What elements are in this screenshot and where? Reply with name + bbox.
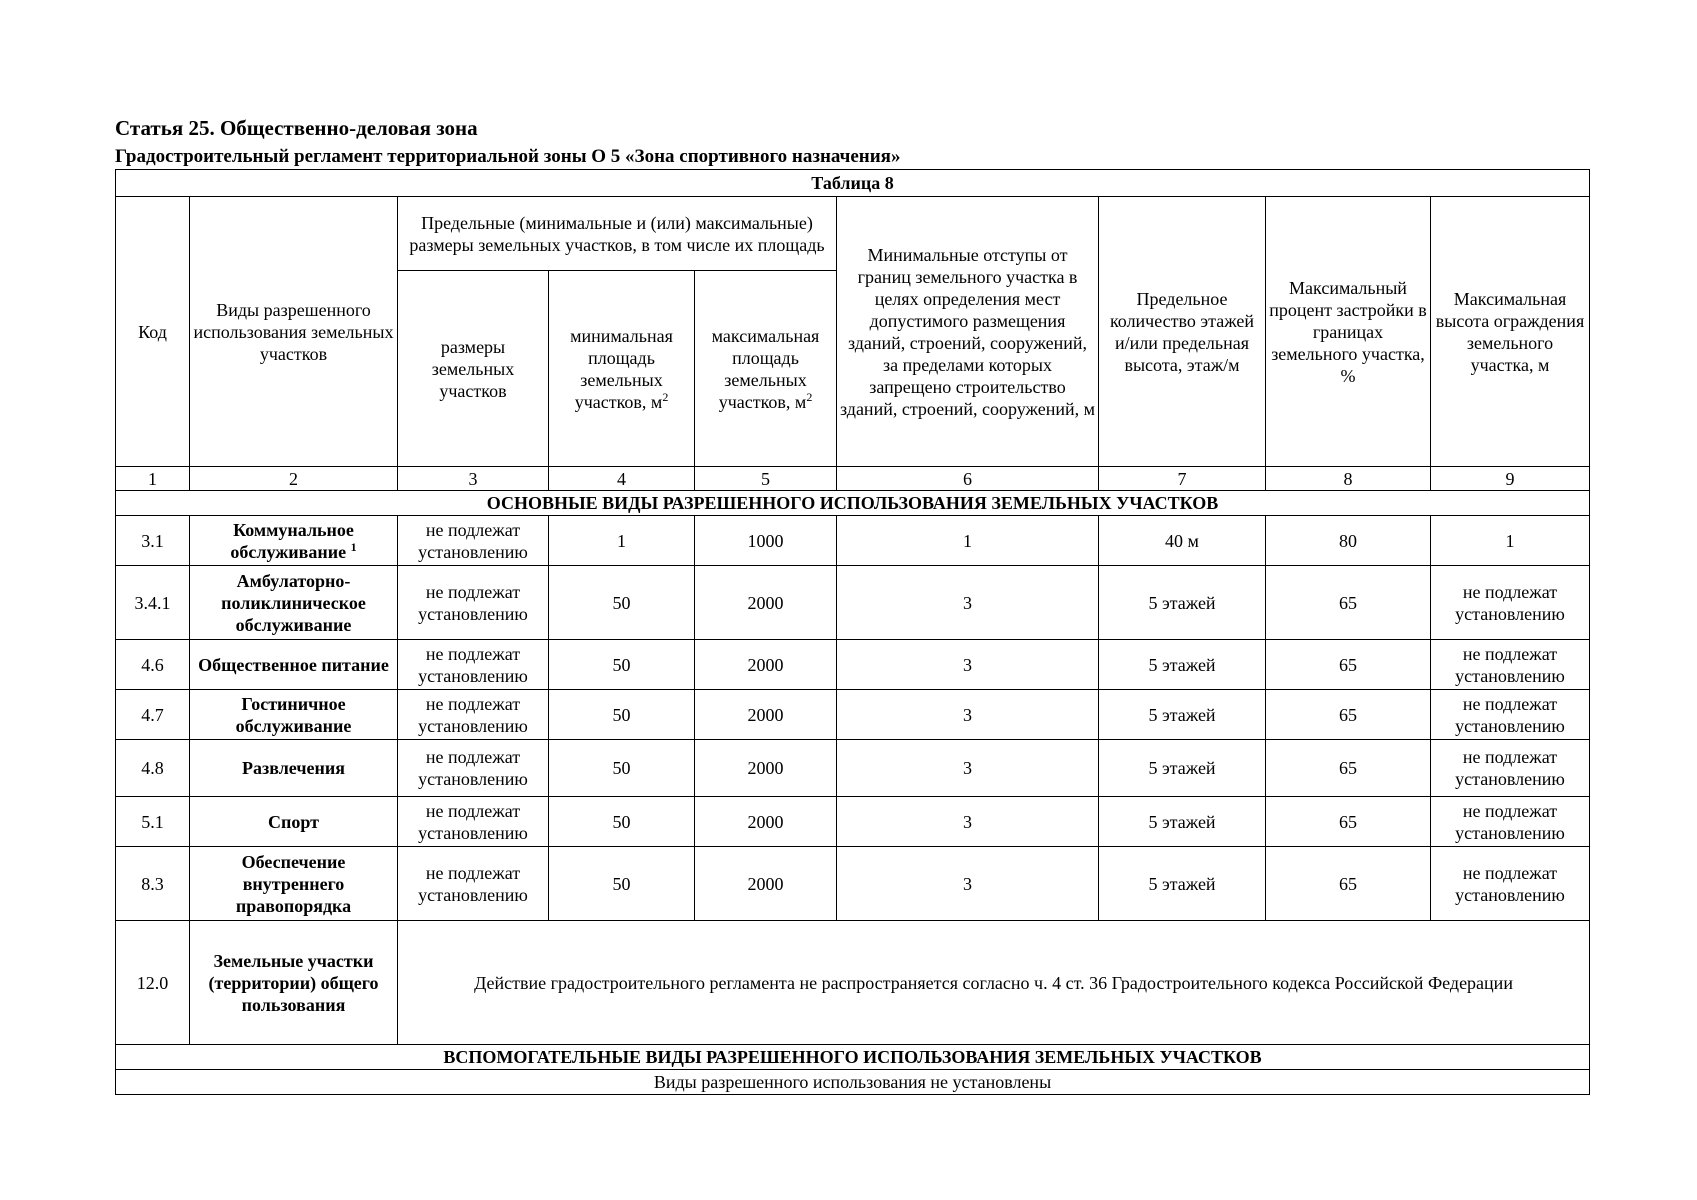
row-setback: 3 bbox=[837, 690, 1099, 740]
header-floors: Предельное количество этажей и/или предельная высота, этаж/м bbox=[1099, 197, 1266, 467]
row-coverage: 65 bbox=[1266, 797, 1431, 847]
header-row-1 bbox=[116, 197, 1590, 271]
row-setback: 3 bbox=[837, 847, 1099, 921]
regulation-not-applicable-note: Действие градостроительного регламента не распространяется согласно ч. 4 ст. 36 Градостроительного кодекса Российской Федерации bbox=[398, 921, 1590, 1045]
row-floors: 40 м bbox=[1099, 516, 1266, 566]
row-min-area: 50 bbox=[549, 566, 695, 640]
header-min-area bbox=[549, 271, 695, 467]
row-max-area: 2000 bbox=[695, 690, 837, 740]
header-min-area-text: минимальная площадь земельных участков, м bbox=[570, 325, 673, 412]
article-title: Статья 25. Общественно-деловая зона bbox=[115, 116, 478, 140]
row-code: 4.7 bbox=[116, 690, 190, 740]
row-plot-sizes: не подлежат установлению bbox=[398, 740, 549, 797]
row-setback: 3 bbox=[837, 797, 1099, 847]
row-usage-name: Развлечения bbox=[190, 740, 398, 797]
row-fence: не подлежат установлению bbox=[1431, 797, 1590, 847]
column-number: 2 bbox=[190, 467, 398, 491]
column-number: 5 bbox=[695, 467, 837, 491]
column-number: 6 bbox=[837, 467, 1099, 491]
table-row bbox=[116, 516, 1590, 566]
aux-note-row bbox=[116, 1070, 1590, 1095]
row-floors: 5 этажей bbox=[1099, 847, 1266, 921]
row-min-area: 50 bbox=[549, 797, 695, 847]
header-max-area-text: максимальная площадь земельных участков, м bbox=[711, 325, 820, 412]
row-code: 3.1 bbox=[116, 516, 190, 566]
column-number: 1 bbox=[116, 467, 190, 491]
aux-note: Виды разрешенного использования не установлены bbox=[116, 1070, 1590, 1095]
table-row-12-0 bbox=[116, 921, 1590, 1045]
row-fence: 1 bbox=[1431, 516, 1590, 566]
row-max-area: 2000 bbox=[695, 740, 837, 797]
row-fence: не подлежат установлению bbox=[1431, 566, 1590, 640]
row-max-area: 2000 bbox=[695, 566, 837, 640]
row-plot-sizes: не подлежат установлению bbox=[398, 566, 549, 640]
row-setback: 3 bbox=[837, 640, 1099, 690]
header-code: Код bbox=[116, 197, 190, 467]
row-floors: 5 этажей bbox=[1099, 640, 1266, 690]
footnote-marker: 1 bbox=[350, 539, 357, 554]
header-setbacks: Минимальные отступы от границ земельного участка в целях определения мест допустимого размещения зданий, строений, сооружений, за пределами которых запрещено строительство зданий, строений, сооружений, м bbox=[837, 197, 1099, 467]
row-setback: 1 bbox=[837, 516, 1099, 566]
row-floors: 5 этажей bbox=[1099, 740, 1266, 797]
table-number: Таблица 8 bbox=[116, 170, 1590, 197]
header-fence-height: Максимальная высота ограждения земельного участка, м bbox=[1431, 197, 1590, 467]
row-plot-sizes: не подлежат установлению bbox=[398, 797, 549, 847]
header-plot-sizes: размеры земельных участков bbox=[398, 271, 549, 467]
table-row bbox=[116, 797, 1590, 847]
main-section-title: ОСНОВНЫЕ ВИДЫ РАЗРЕШЕННОГО ИСПОЛЬЗОВАНИЯ ЗЕМЕЛЬНЫХ УЧАСТКОВ bbox=[116, 491, 1590, 516]
table-row bbox=[116, 740, 1590, 797]
table-row bbox=[116, 566, 1590, 640]
row-coverage: 65 bbox=[1266, 740, 1431, 797]
row-coverage: 65 bbox=[1266, 847, 1431, 921]
row-usage-name: Земельные участки (территории) общего пользования bbox=[190, 921, 398, 1045]
row-usage-name-text: Коммунальное обслуживание bbox=[230, 519, 354, 562]
aux-section-title: ВСПОМОГАТЕЛЬНЫЕ ВИДЫ РАЗРЕШЕННОГО ИСПОЛЬЗОВАНИЯ ЗЕМЕЛЬНЫХ УЧАСТКОВ bbox=[116, 1045, 1590, 1070]
table-row bbox=[116, 640, 1590, 690]
row-code: 8.3 bbox=[116, 847, 190, 921]
column-number-row bbox=[116, 467, 1590, 491]
row-plot-sizes: не подлежат установлению bbox=[398, 847, 549, 921]
row-plot-sizes: не подлежат установлению bbox=[398, 516, 549, 566]
row-usage-name: Спорт bbox=[190, 797, 398, 847]
row-usage-name: Обеспечение внутреннего правопорядка bbox=[190, 847, 398, 921]
table-row bbox=[116, 847, 1590, 921]
row-min-area: 50 bbox=[549, 690, 695, 740]
row-code: 5.1 bbox=[116, 797, 190, 847]
row-fence: не подлежат установлению bbox=[1431, 690, 1590, 740]
header-plot-limits: Предельные (минимальные и (или) максимальные) размеры земельных участков, в том числе их площадь bbox=[398, 197, 837, 271]
row-usage-name: Общественное питание bbox=[190, 640, 398, 690]
row-setback: 3 bbox=[837, 740, 1099, 797]
row-plot-sizes: не подлежат установлению bbox=[398, 640, 549, 690]
row-code: 4.8 bbox=[116, 740, 190, 797]
row-max-area: 1000 bbox=[695, 516, 837, 566]
row-fence: не подлежат установлению bbox=[1431, 740, 1590, 797]
header-min-area-sup: 2 bbox=[662, 389, 669, 404]
row-coverage: 65 bbox=[1266, 566, 1431, 640]
column-number: 4 bbox=[549, 467, 695, 491]
row-min-area: 1 bbox=[549, 516, 695, 566]
row-floors: 5 этажей bbox=[1099, 690, 1266, 740]
header-coverage: Максимальный процент застройки в границах земельного участка, % bbox=[1266, 197, 1431, 467]
table-number-row bbox=[116, 170, 1590, 197]
main-section-row bbox=[116, 491, 1590, 516]
header-max-area bbox=[695, 271, 837, 467]
row-max-area: 2000 bbox=[695, 847, 837, 921]
row-coverage: 80 bbox=[1266, 516, 1431, 566]
header-max-area-sup: 2 bbox=[806, 389, 813, 404]
row-max-area: 2000 bbox=[695, 797, 837, 847]
row-min-area: 50 bbox=[549, 740, 695, 797]
row-max-area: 2000 bbox=[695, 640, 837, 690]
regulation-table bbox=[115, 169, 1590, 1095]
row-usage-name: Гостиничное обслуживание bbox=[190, 690, 398, 740]
row-min-area: 50 bbox=[549, 640, 695, 690]
row-code: 3.4.1 bbox=[116, 566, 190, 640]
row-plot-sizes: не подлежат установлению bbox=[398, 690, 549, 740]
column-number: 7 bbox=[1099, 467, 1266, 491]
row-floors: 5 этажей bbox=[1099, 566, 1266, 640]
regulation-title: Градостроительный регламент территориальной зоны О 5 «Зона спортивного назначения» bbox=[115, 146, 901, 167]
row-fence: не подлежат установлению bbox=[1431, 640, 1590, 690]
column-number: 9 bbox=[1431, 467, 1590, 491]
column-number: 8 bbox=[1266, 467, 1431, 491]
column-number: 3 bbox=[398, 467, 549, 491]
table-row bbox=[116, 690, 1590, 740]
row-fence: не подлежат установлению bbox=[1431, 847, 1590, 921]
aux-section-row bbox=[116, 1045, 1590, 1070]
row-code: 4.6 bbox=[116, 640, 190, 690]
row-usage-name bbox=[190, 516, 398, 566]
header-usage-type: Виды разрешенного использования земельных участков bbox=[190, 197, 398, 467]
row-floors: 5 этажей bbox=[1099, 797, 1266, 847]
row-min-area: 50 bbox=[549, 847, 695, 921]
row-setback: 3 bbox=[837, 566, 1099, 640]
row-usage-name: Амбулаторно-поликлиническое обслуживание bbox=[190, 566, 398, 640]
row-coverage: 65 bbox=[1266, 690, 1431, 740]
row-coverage: 65 bbox=[1266, 640, 1431, 690]
row-code: 12.0 bbox=[116, 921, 190, 1045]
